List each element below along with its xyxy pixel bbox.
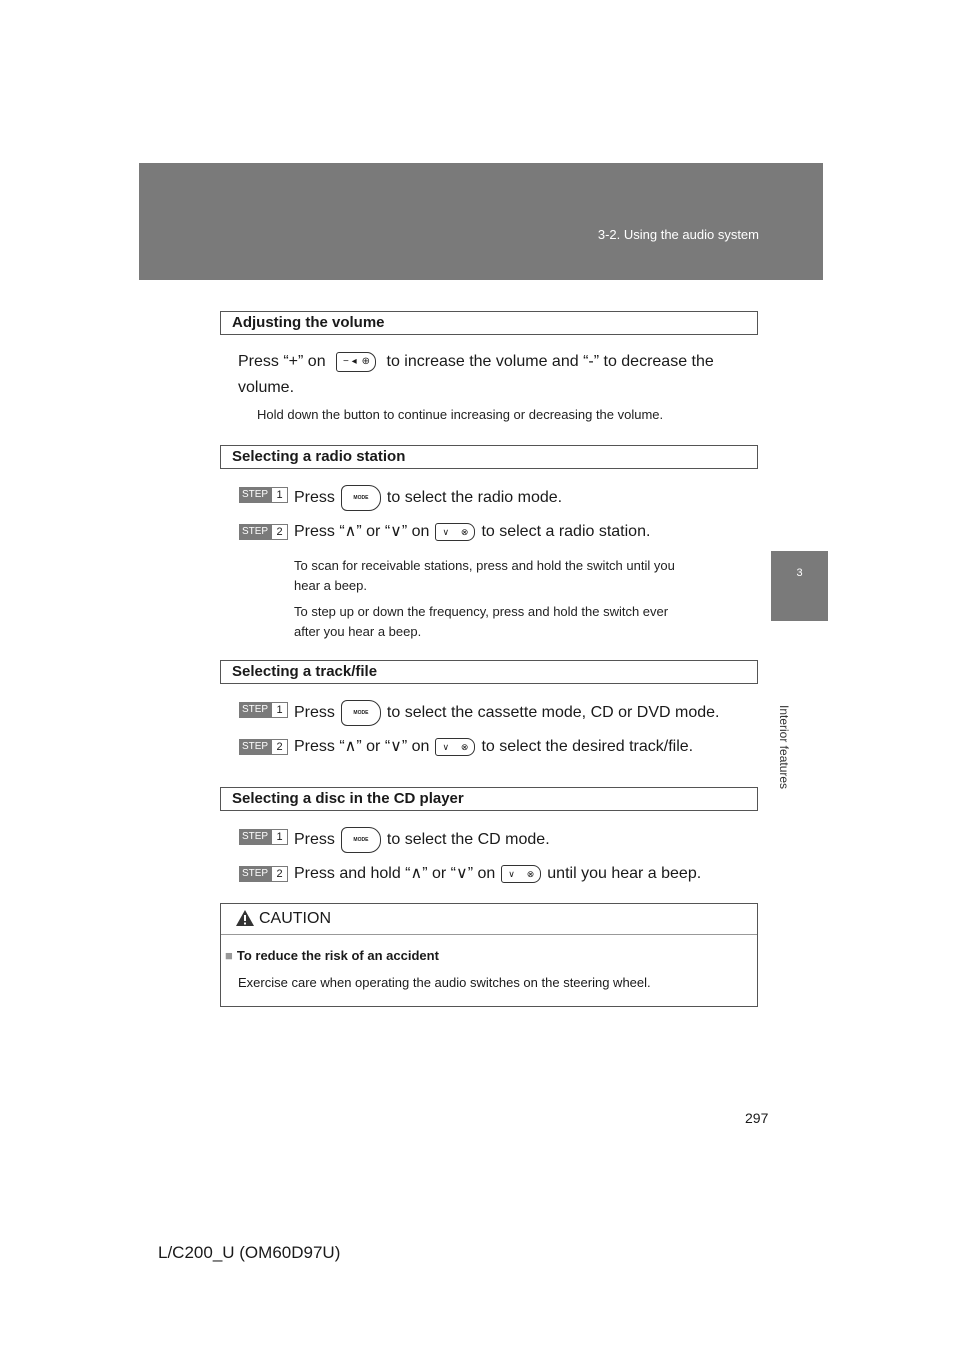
disc-step1-badge: STEP 1 — [239, 829, 288, 845]
radio-step2: Press “∧” or “∨” on ∨ ⊗ to select a radio station. — [294, 523, 651, 540]
track-step1-badge: STEP 1 — [239, 702, 288, 718]
track-step2: Press “∧” or “∨” on ∨ ⊗ to select the desired track/file. — [294, 738, 694, 755]
caution-text: Exercise care when operating the audio switches on the steering wheel. — [238, 975, 651, 990]
radio-heading: Selecting a radio station — [220, 445, 758, 469]
volume-key-icon: − ◂ ⊕ — [336, 352, 376, 372]
chapter-tab — [771, 551, 828, 621]
header-band — [139, 163, 823, 280]
radio-note-1: To scan for receivable stations, press and hold the switch until you hear a beep. — [294, 558, 675, 593]
chapter-label: Interior features — [777, 705, 791, 790]
radio-step1-badge: STEP 1 — [239, 487, 288, 503]
caution-title: CAUTION — [259, 910, 331, 927]
disc-step1: Press MODE to select the CD mode. — [294, 827, 550, 853]
page-number: 297 — [745, 1110, 769, 1126]
mode-key-icon: MODE — [341, 700, 381, 726]
section-title: 3-2. Using the audio system — [597, 227, 759, 242]
warning-icon — [235, 909, 255, 927]
volume-text-3: volume. — [238, 379, 295, 396]
mode-key-icon: MODE — [341, 485, 381, 511]
volume-text-1: Press “+” on — [238, 353, 326, 370]
caution-box — [220, 903, 758, 1007]
volume-text-2: to increase the volume and “-” to decrease the — [386, 353, 714, 370]
volume-heading: Adjusting the volume — [220, 311, 758, 335]
caution-header — [221, 904, 757, 935]
disc-step2-badge: STEP 2 — [239, 866, 288, 882]
radio-step2-badge: STEP 2 — [239, 524, 288, 540]
mode-key-icon: MODE — [341, 827, 381, 853]
disc-step2: Press and hold “∧” or “∨” on ∨ ⊗ until you hear a beep. — [294, 865, 702, 882]
radio-step1: Press MODE to select the radio mode. — [294, 485, 562, 511]
volume-note: Hold down the button to continue increasing or decreasing the volume. — [257, 407, 664, 422]
track-step2-badge: STEP 2 — [239, 739, 288, 755]
caution-subheading: ■ To reduce the risk of an accident — [225, 948, 439, 963]
seek-key-icon: ∨ ⊗ — [435, 523, 475, 541]
disc-heading: Selecting a disc in the CD player — [220, 787, 758, 811]
seek-key-icon: ∨ ⊗ — [435, 738, 475, 756]
track-step1: Press MODE to select the cassette mode, CD or DVD mode. — [294, 700, 720, 726]
volume-paragraph — [238, 349, 756, 401]
chapter-number: 3 — [796, 567, 803, 579]
seek-key-icon: ∨ ⊗ — [501, 865, 541, 883]
track-heading: Selecting a track/file — [220, 660, 758, 684]
radio-note-2: To step up or down the frequency, press and hold the switch ever after you hear a beep. — [294, 604, 669, 639]
footer-code: L/C200_U (OM60D97U) — [158, 1243, 341, 1262]
